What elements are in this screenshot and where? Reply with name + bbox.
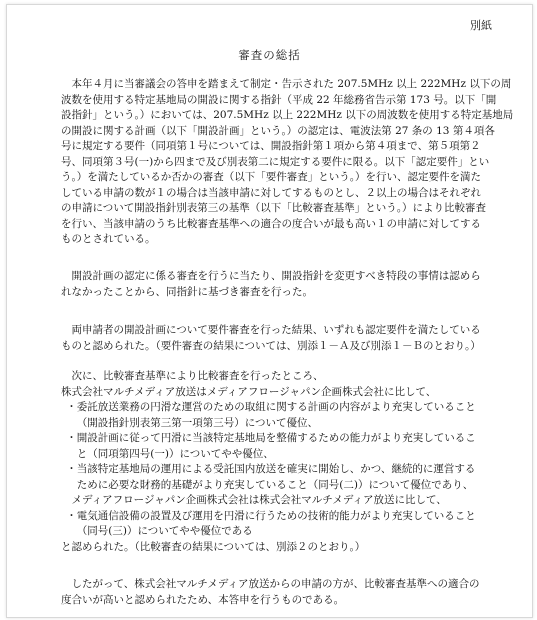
- text-line: 本年４月に当審議会の答申を踏まえて制定・告示された 207.5MHz 以上 222MHz 以下の周: [71, 78, 512, 90]
- bullet-line: ・電気通信設備の設置及び運用を円滑に行うための技術的能力がより充実していること: [66, 509, 476, 522]
- bullet-line: ・当該特定基地局の運用による受託国内放送を確実に開始し、かつ、継続的に運営する: [66, 463, 476, 475]
- text-line: 次に、比較審査基準により比較審査を行ったところ、: [71, 370, 324, 382]
- document-title: 審査の総括: [238, 48, 301, 62]
- text-line: 設指針」という。）においては、207.5MHz 以上 222MHz 以下の周波数を使用する特定基地局: [61, 109, 514, 121]
- text-line: と（同項第四号(一)）についてやや優位、: [76, 447, 274, 460]
- paragraph-comparative-review: [61, 369, 513, 555]
- text-line: と認められた。（比較審査の結果については、別添２のとおり。）: [61, 540, 366, 553]
- paragraph-overview: [61, 77, 513, 248]
- text-line: ものとされている。: [61, 233, 156, 245]
- text-line: （同号(三)）についてやや優位である: [76, 525, 253, 537]
- text-line: 両申請者の開設計画について要件審査を行った結果、いずれも認定要件を満たしている: [71, 324, 481, 336]
- annex-label: 別紙: [470, 19, 492, 32]
- text-line: を行い、当該申請のうち比較審査基準への適合の度合いが最も高い１の申請に対してする: [61, 217, 481, 230]
- text-line: （開設指針別表第三第一項第三号）について優位、: [76, 416, 319, 429]
- bullet-line: ・開設計画に従って円滑に当該特定基地局を整備するための能力がより充実しているこ: [66, 432, 476, 444]
- text-line: 度合いが高いと認められたため、本答申を行うものである。: [61, 593, 345, 606]
- document-page: [6, 4, 533, 618]
- text-line: の申請について開設指針別表第三の基準（以下「比較審査基準」という。）により比較審査: [61, 202, 487, 214]
- text-line: れなかったことから、同指針に基づき審査を行った。: [61, 285, 313, 298]
- text-line: ために必要な財務的基礎がより充実していること（同号(二)）について優位であり、: [76, 478, 474, 491]
- text-line: ものと認められた。（要件審査の結果については、別添１－Ａ及び別添１－Ｂのとおり。）: [61, 339, 481, 352]
- text-line: の開設に関する計画（以下「開設計画」という。）の認定は、電波法第 27 条の 13 第４項各: [61, 124, 495, 137]
- paragraph-guideline: [61, 269, 513, 300]
- text-line: う。）を満たしているか否かの審査（以下「要件審査」という。）を行い、認定要件を満た: [61, 171, 481, 183]
- text-line: 号、同項第３号(一)から四まで及び別表第二に規定する要件に限る。以下「認定要件」とい: [61, 155, 490, 168]
- paragraph-conclusion: [61, 577, 513, 608]
- text-line: したがって、株式会社マルチメディア放送からの申請の方が、比較審査基準への適合の: [71, 578, 480, 590]
- bullet-line: ・委託放送業務の円滑な運営のための取組に関する計画の内容がより充実していること: [66, 401, 476, 413]
- text-line: 波数を使用する特定基地局の開設に関する指針（平成 22 年総務省告示第 173 号。以下「開: [61, 93, 497, 106]
- text-line: している申請の数が１の場合は当該申請に対してするものとし、２以上の場合はそれぞれ: [61, 186, 481, 199]
- paragraph-requirement-review: [61, 323, 513, 354]
- text-line: 開設計画の認定に係る審査を行うに当たり、開設指針を変更すべき特段の事情は認めら: [71, 270, 481, 282]
- text-line: 号に規定する要件（同項第１号については、開設指針第１項から第４項まで、第５項第２: [61, 140, 481, 152]
- text-line: メディアフロージャパン企画株式会社は株式会社マルチメディア放送に比して、: [71, 494, 447, 506]
- text-line: 株式会社マルチメディア放送はメディアフロージャパン企画株式会社に比して、: [61, 385, 437, 398]
